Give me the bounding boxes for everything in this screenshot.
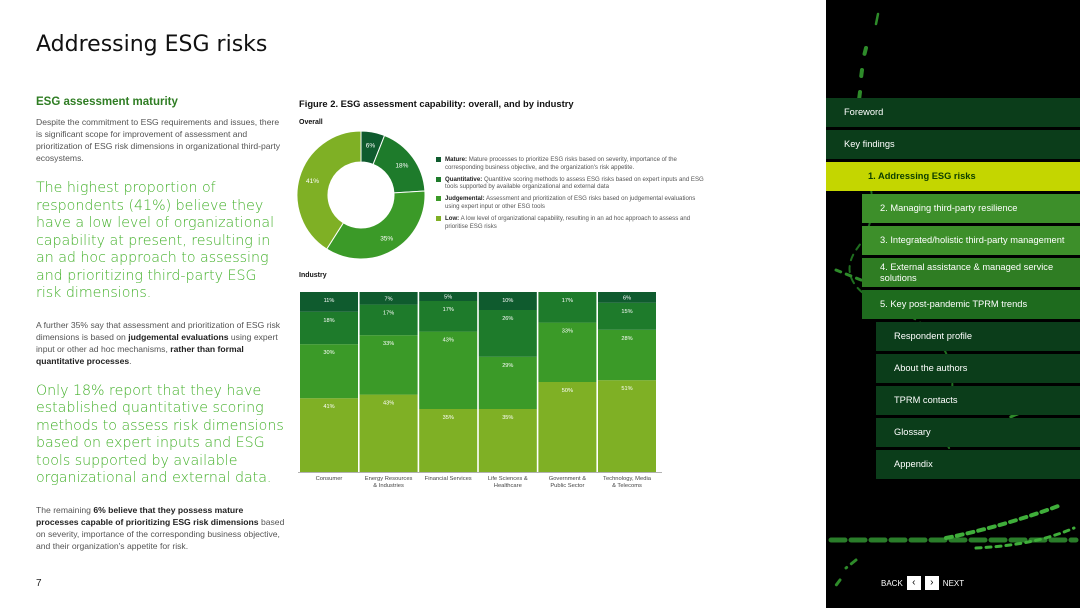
donut-label: 41% [305, 177, 320, 185]
bar-value-label: 26% [502, 316, 514, 322]
bar-value-label: 17% [561, 298, 574, 304]
sidebar [826, 0, 1080, 608]
legend-item-mature: Mature: Mature processes to prioritize ESG risks based on severity, importance of the corresponding business objective, and the organization's risk appetite. [436, 156, 706, 171]
legend-swatch [436, 157, 441, 162]
category-label: Life Sciences & [487, 476, 528, 482]
next-arrow-icon[interactable]: › [925, 576, 939, 590]
bar-segment-quantitative [538, 292, 596, 323]
bar-value-label: 35% [442, 415, 454, 421]
industry-label: Industry [299, 272, 327, 279]
page-number: 7 [36, 578, 42, 589]
bar-value-label: 43% [382, 400, 395, 407]
nav-item-appendix[interactable]: Appendix [876, 450, 1080, 479]
legend-item-quantitative: Quantitative: Quantitive scoring methods to assess ESG risks based on expert inputs and ESG tools supported by available organizational and external data [436, 176, 706, 191]
legend-swatch [436, 177, 441, 182]
donut-label: 35% [380, 235, 394, 243]
bar-value-label: 43% [442, 337, 454, 344]
category-label: Government & [548, 476, 587, 482]
bar-value-label: 5% [444, 294, 453, 301]
nav-item-integrated-holistic-management[interactable]: 3. Integrated/holistic third-party management [862, 226, 1080, 255]
nav-item-tprm-contacts[interactable]: TPRM contacts [876, 386, 1080, 415]
back-label[interactable]: BACK [881, 578, 903, 588]
bar-value-label: 28% [621, 335, 633, 342]
donut-label: 6% [365, 142, 376, 150]
category-label: Public Sector [550, 483, 585, 489]
nav-item-post-pandemic-trends[interactable]: 5. Key post-pandemic TPRM trends [862, 290, 1080, 319]
bar-value-label: 11% [323, 298, 335, 304]
category-label: Energy Resources [364, 476, 413, 482]
category-label: & Telecoms [612, 483, 642, 489]
bar-segment-quantitative [419, 301, 477, 332]
bar-value-label: 17% [442, 307, 454, 313]
bar-value-label: 41% [323, 404, 335, 411]
paragraph-3: The remaining 6% believe that they possess mature processes capable of prioritizing ESG risk dimensions based on severity, importance of the corresponding business objective, and their organization's appetite for risk. [36, 504, 285, 551]
bar-value-label: 35% [502, 415, 514, 421]
legend-swatch [436, 196, 441, 201]
category-label: Technology, Media [603, 476, 651, 482]
bar-value-label: 15% [621, 308, 633, 315]
bar-segment-low [598, 380, 656, 472]
left-column [36, 96, 286, 552]
nav-item-managing-third-party-resilience[interactable]: 2. Managing third-party resilience [862, 194, 1080, 223]
legend-item-low: Low: A low level of organizational capability, resulting in an ad hoc approach to assess and prioritise ESG risks [436, 215, 706, 230]
paragraph-2: A further 35% say that assessment and prioritization of ESG risk dimensions is based on judgemental evaluations using expert input or other ad hoc mechanisms, rather than formal quantitative processes. [36, 319, 281, 366]
intro-paragraph: Despite the commitment to ESG requirements and issues, there is significant scope for improvement of assessment and prioritization of ESG risk dimensions in organizational third-party ecosystems. [36, 117, 281, 163]
donut-label: 18% [395, 162, 409, 170]
category-label: Financial Services [424, 476, 472, 482]
bar-value-label: 33% [382, 341, 395, 348]
category-label: Consumer [315, 476, 343, 482]
pull-quote-1: The highest proportion of respondents (41%) believe they have a low level of organizational capability at present, resulting in an ad hoc approach to assessing and prioritizing third-party ESG risk dimensions. [36, 180, 275, 301]
bar-value-label: 10% [502, 298, 514, 304]
bar-value-label: 30% [323, 350, 335, 357]
bar-segment-quantitative [598, 303, 656, 330]
legend-item-judgemental: Judgemental: Assessment and prioritization of ESG risks based on judgemental evaluations using expert input or other ESG tools [436, 195, 706, 210]
bar-value-label: 18% [323, 317, 335, 324]
pull-quote-2: Only 18% report that they have established quantitative scoring methods to assess risk dimensions based on expert inputs and ESG tools supported by available organizational and external data. [36, 382, 284, 486]
bar-value-label: 17% [382, 310, 395, 317]
overall-donut-chart [296, 130, 426, 260]
bar-value-label: 29% [502, 362, 514, 369]
bar-value-label: 50% [561, 388, 574, 394]
category-label: Healthcare [493, 483, 522, 489]
nav-item-foreword[interactable]: Foreword [826, 98, 1080, 127]
back-arrow-icon[interactable]: ‹ [907, 576, 921, 590]
nav-item-addressing-esg-risks[interactable]: 1. Addressing ESG risks [826, 162, 1080, 191]
category-label: & Industries [373, 483, 404, 489]
chart-legend [436, 156, 706, 235]
bar-value-label: 7% [384, 296, 393, 303]
bar-value-label: 33% [561, 328, 574, 335]
overall-label: Overall [299, 119, 323, 126]
figure-title: Figure 2. ESG assessment capability: overall, and by industry [299, 98, 574, 109]
legend-swatch [436, 216, 441, 221]
pager [881, 576, 964, 590]
nav-item-key-findings[interactable]: Key findings [826, 130, 1080, 159]
industry-stacked-bar-chart [296, 284, 676, 500]
bar-value-label: 51% [621, 386, 633, 393]
bar-value-label: 6% [622, 295, 632, 302]
nav-item-external-assistance[interactable]: 4. External assistance & managed service solutions [862, 258, 1080, 287]
nav-item-about-the-authors[interactable]: About the authors [876, 354, 1080, 383]
nav-item-respondent-profile[interactable]: Respondent profile [876, 322, 1080, 351]
bar-segment-low [538, 382, 596, 472]
nav-item-glossary[interactable]: Glossary [876, 418, 1080, 447]
page-title: Addressing ESG risks [36, 32, 268, 57]
bar-segment-quantitative [360, 305, 418, 336]
bar-segment-quantitative [300, 312, 358, 344]
next-label[interactable]: NEXT [942, 578, 965, 588]
section-heading: ESG assessment maturity [36, 96, 178, 108]
